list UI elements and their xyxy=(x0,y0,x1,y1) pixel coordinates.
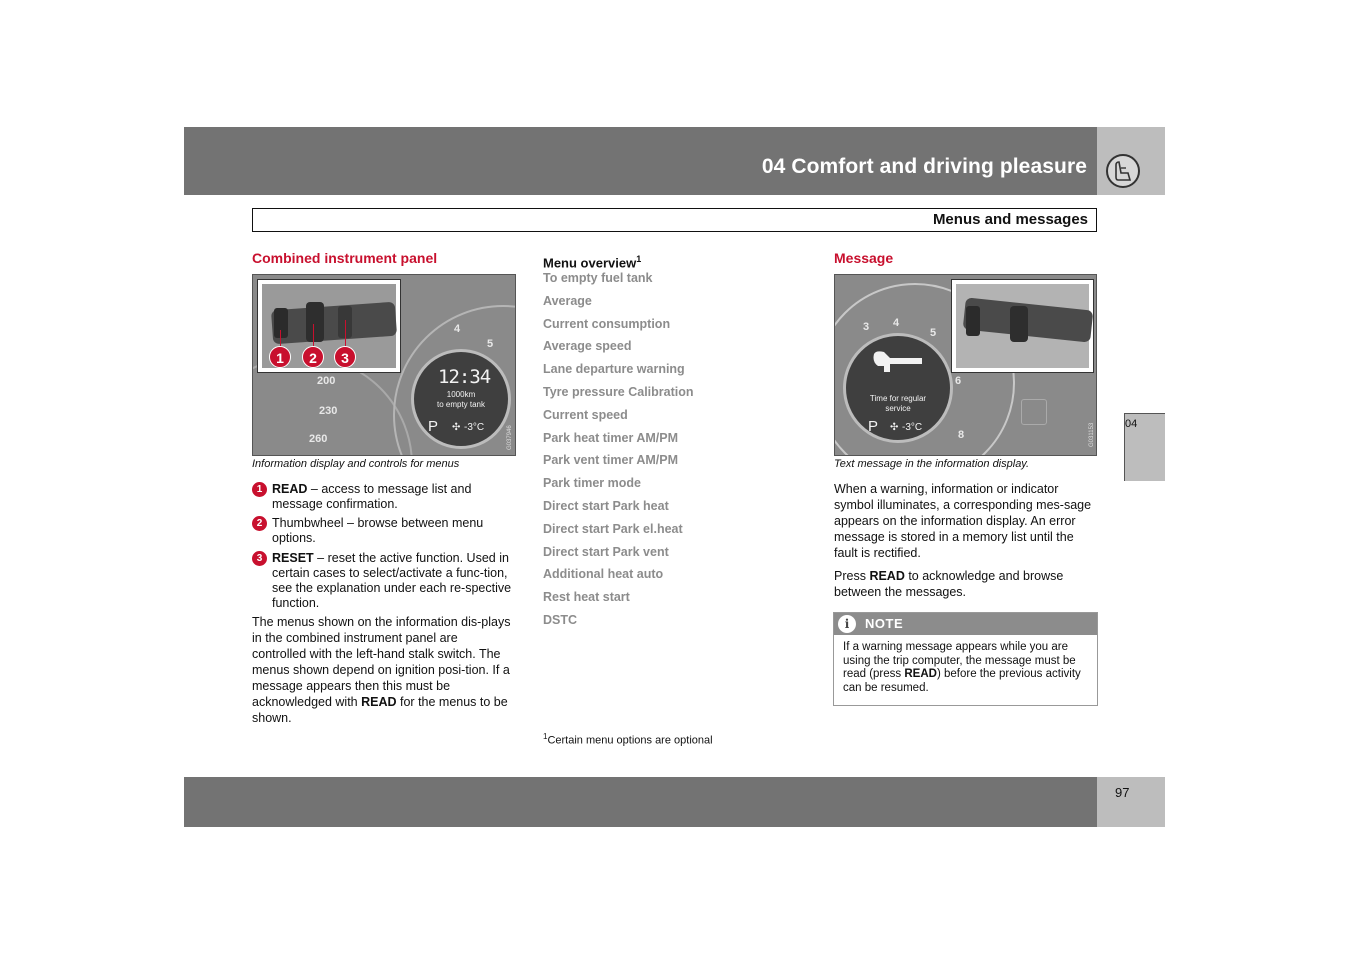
page-number: 97 xyxy=(1115,785,1130,800)
gauge-number: 8 xyxy=(958,429,965,441)
thumbwheel xyxy=(1010,306,1028,342)
term-read: READ xyxy=(272,482,308,496)
stalk-inset xyxy=(257,279,401,373)
read-button xyxy=(966,306,980,336)
footnote xyxy=(543,732,713,747)
callout-leader xyxy=(345,320,346,346)
warning-lamp xyxy=(1021,399,1047,425)
note-bold: READ xyxy=(904,668,937,680)
paragraph-text: to acknowledge and browse between the messages. xyxy=(834,569,1064,599)
thumbwheel xyxy=(306,302,324,342)
list-item-text: – access to message list and message confirmation. xyxy=(272,482,472,511)
section-title: Menus and messages xyxy=(932,211,1088,228)
fan-icon: ✣ xyxy=(890,422,899,433)
message-display-image xyxy=(834,274,1097,456)
menu-option: Park vent timer AM/PM xyxy=(543,453,678,468)
list-item-text: Thumbwheel – browse between menu options. xyxy=(272,516,484,545)
wrench-icon xyxy=(870,350,926,381)
paragraph-bold: READ xyxy=(869,569,905,583)
footer-band xyxy=(184,777,1097,827)
gauge-number: 230 xyxy=(319,405,338,417)
callout-leader xyxy=(313,324,314,346)
paragraph-text: for the menus to be shown. xyxy=(252,695,508,725)
gauge-number: 260 xyxy=(309,433,328,445)
menu-option: Tyre pressure Calibration xyxy=(543,384,694,399)
number-bullet: 3 xyxy=(252,551,267,566)
message-line-1: Time for regular xyxy=(869,394,927,403)
chapter-title: 04 Comfort and driving pleasure xyxy=(761,155,1087,178)
gauge-number: 6 xyxy=(955,375,962,387)
stalk-switch xyxy=(963,297,1094,342)
menu-option: To empty fuel tank xyxy=(543,271,653,285)
list-item xyxy=(252,551,516,611)
stalk-inset-photo xyxy=(956,284,1089,368)
footnote-text: Certain menu options are optional xyxy=(547,734,713,747)
menu-option: Current consumption xyxy=(543,316,671,331)
note-label: NOTE xyxy=(865,616,904,631)
menu-option: Park timer mode xyxy=(543,476,641,491)
gauge-number: 3 xyxy=(863,321,870,333)
message-paragraph-2 xyxy=(834,568,1096,600)
read-button xyxy=(274,308,288,338)
footnote-mark: 1 xyxy=(636,254,642,264)
callout-badge: 2 xyxy=(302,346,324,368)
menu-option: Direct start Park heat xyxy=(543,498,669,513)
stalk-switch xyxy=(271,302,397,345)
gauge-number: 200 xyxy=(317,375,336,387)
note-header xyxy=(834,613,1097,635)
note-text-part: If a warning message appears while you are using the trip computer, the message must be read (press xyxy=(843,641,1076,680)
message-paragraph-1: When a warning, information or indicator symbol illuminates, a corresponding mes-sage appears on the information display. An error message is stored in a memory list until the fault is rectified. xyxy=(834,482,1092,560)
outside-temperature: -3°C xyxy=(464,422,485,433)
list-item xyxy=(252,482,516,512)
gauge-number: 4 xyxy=(893,317,900,329)
message-line-2: service xyxy=(885,404,911,413)
gear-indicator: P xyxy=(428,418,439,435)
menu-option: Average xyxy=(543,293,592,308)
section-title-box xyxy=(252,208,1097,232)
gear-indicator: P xyxy=(868,418,879,435)
paragraph-text: Press xyxy=(834,569,870,583)
callout-badge: 3 xyxy=(334,346,356,368)
note-box xyxy=(833,612,1098,706)
fan-icon: ✣ xyxy=(452,422,461,433)
message-caption: Text message in the information display. xyxy=(834,458,1030,470)
callout-leader xyxy=(280,330,281,346)
page-number-box xyxy=(1097,777,1165,827)
number-bullet: 1 xyxy=(252,482,267,497)
stalk-inset xyxy=(951,279,1094,373)
menu-option: Rest heat start xyxy=(543,590,630,605)
range-description: to empty tank xyxy=(436,400,486,409)
information-display xyxy=(411,349,511,449)
note-text xyxy=(843,641,1091,695)
menu-option: Current speed xyxy=(543,407,628,422)
menu-option: Additional heat auto xyxy=(543,567,664,582)
gauge-number: 4 xyxy=(454,323,461,335)
menu-option: Park heat timer AM/PM xyxy=(543,430,678,445)
image-code: G037946 xyxy=(507,425,513,450)
menu-overview-title: Menu overview xyxy=(543,255,637,271)
menu-option: Direct start Park vent xyxy=(543,544,669,559)
term-reset: RESET xyxy=(272,551,314,565)
message-heading: Message xyxy=(834,250,894,266)
list-item xyxy=(252,516,516,546)
instrument-panel-caption: Information display and controls for menus xyxy=(252,458,460,470)
information-display xyxy=(843,333,953,443)
menu-option: DSTC xyxy=(543,612,578,627)
callout-badge: 1 xyxy=(269,346,291,368)
footnote-number: 1 xyxy=(543,732,548,741)
number-bullet: 2 xyxy=(252,516,267,531)
menu-option: Direct start Park el.heat xyxy=(543,521,683,536)
instrument-panel-image xyxy=(252,274,516,456)
side-tab-label: 04 xyxy=(1125,418,1138,430)
seat-icon xyxy=(1106,154,1140,188)
menu-overview-heading xyxy=(543,254,641,270)
menus-paragraph xyxy=(252,614,514,726)
paragraph-text: The menus shown on the information dis-plays in the combined instrument panel are controlled with the left-hand stalk switch. The menus shown depend on ignition posi-tion. If a message appears then this must be acknowledged with xyxy=(252,615,511,709)
combined-instrument-panel-heading: Combined instrument panel xyxy=(252,250,438,266)
menu-option: Average speed xyxy=(543,339,632,354)
menu-overview-list xyxy=(543,271,803,636)
gauge-number: 5 xyxy=(487,338,494,350)
clock-readout: 12:34 xyxy=(438,366,491,388)
image-code: G031153 xyxy=(1089,422,1095,447)
outside-temperature: -3°C xyxy=(902,422,923,433)
note-text-part: ) before the previous activity can be resumed. xyxy=(843,668,1081,694)
paragraph-bold: READ xyxy=(361,695,397,709)
list-item-text: – reset the active function. Used in certain cases to select/activate a func-tion, see the explanation under each re-spective function. xyxy=(272,551,512,610)
gauge-number: 5 xyxy=(930,327,937,339)
range-readout: 1000km xyxy=(446,390,476,399)
info-icon: i xyxy=(838,615,856,633)
menu-option: Lane departure warning xyxy=(543,362,685,377)
